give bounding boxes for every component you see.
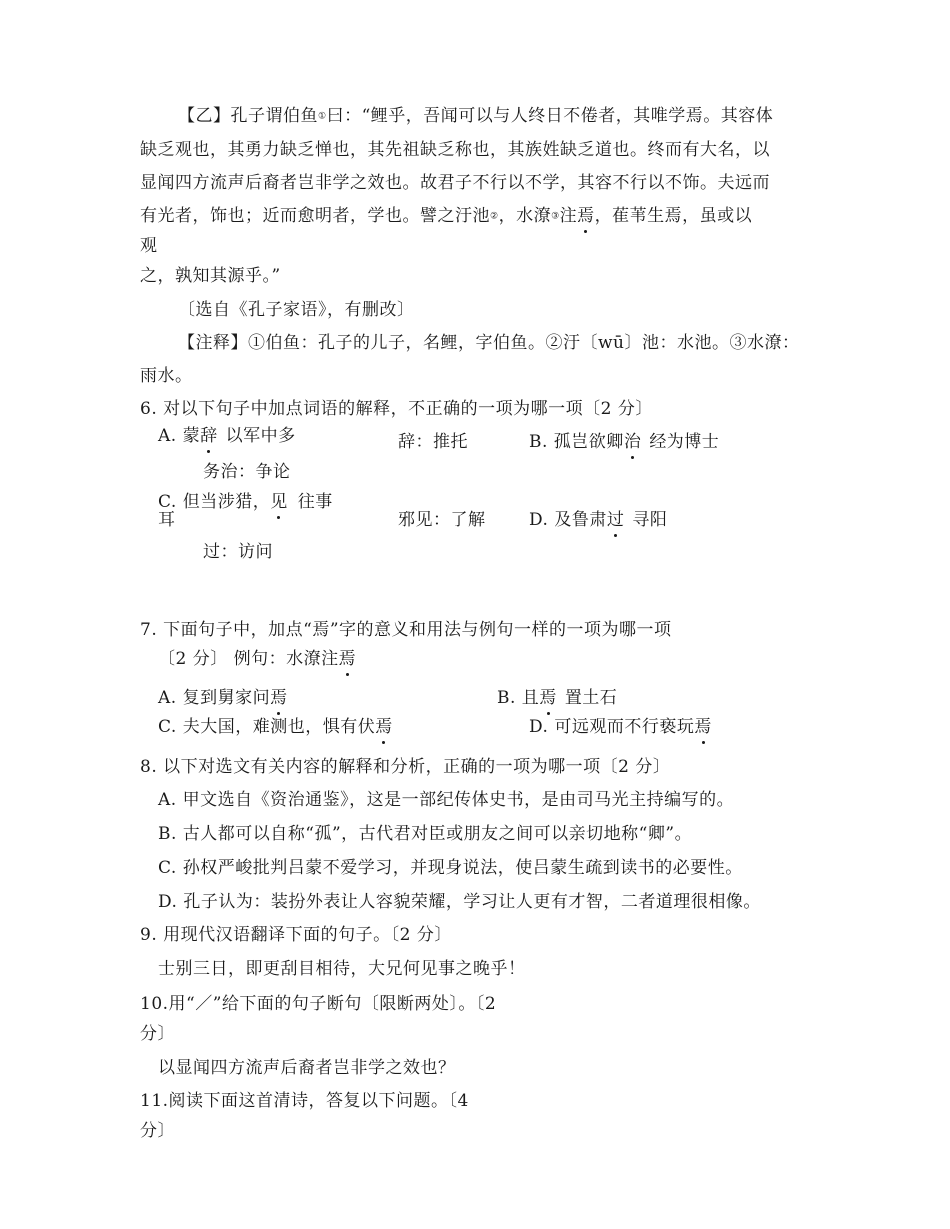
q6-option-c: C. 但当涉猎，见 往事 xyxy=(158,492,333,512)
passage-notes-line-2: 雨水。 xyxy=(140,366,193,386)
q6-option-c-explanation: 邪见：了解 xyxy=(398,510,486,530)
q7-option-b: B. 且焉 置土石 xyxy=(497,688,618,708)
q6-option-a-line-2: 务治：争论 xyxy=(203,462,291,482)
q6-option-b: B. 孤岂欲卿治 经为博士 xyxy=(529,432,720,452)
q7-option-a: A. 复到舅家问焉 xyxy=(158,688,288,708)
q8-option-d: D. 孔子认为：装扮外表让人容貌荣耀，学习让人更有才智，二者道理很相像。 xyxy=(158,892,761,912)
passage-line-5: 观 xyxy=(140,236,158,256)
q9-stem: 9. 用现代汉语翻译下面的句子。〔2 分〕 xyxy=(140,925,452,945)
passage-line-2: 缺乏观也，其勇力缺乏惮也，其先祖缺乏称也，其族姓缺乏道也。终而有大名，以 xyxy=(140,140,770,160)
passage-line-1: 【乙】孔子谓伯鱼①曰：“鲤乎，吾闻可以与人终日不倦者，其唯学焉。其容体 xyxy=(178,106,774,126)
q8-option-c: C. 孙权严峻批判吕蒙不爱学习，并现身说法，使吕蒙生疏到读书的必要性。 xyxy=(158,858,743,878)
q6-stem: 6. 对以下句子中加点词语的解释，不正确的一项为哪一项〔2 分〕 xyxy=(140,399,653,419)
q10-stem: 10.用“／”给下面的句子断句〔限断两处〕。〔2 xyxy=(140,994,497,1014)
q8-option-b: B. 古人都可以自称“孤”，古代君对臣或朋友之间可以亲切地称“卿”。 xyxy=(158,824,693,844)
q7-option-d: D. 可远观而不行亵玩焉 xyxy=(529,717,712,737)
q8-option-a: A. 甲文选自《资治通鉴》，这是一部纪传体史书，是由司马光主持编写的。 xyxy=(158,790,735,810)
q6-option-a-explanation: 辞：推托 xyxy=(398,432,468,452)
passage-line-4: 有光者，饰也；近而愈明者，学也。譬之汙池②，水潦③注焉，萑苇生焉，虽或以 xyxy=(140,206,753,226)
q7-stem: 7. 下面句子中，加点“焉”字的意义和用法与例句一样的一项为哪一项 xyxy=(140,620,672,640)
q6-option-a: A. 蒙辞 以军中多 xyxy=(158,426,296,446)
passage-source: 〔选自《孔子家语》，有删改〕 xyxy=(178,300,415,320)
q11-stem-cont: 分〕 xyxy=(140,1121,175,1141)
passage-notes-line-1: 【注释】①伯鱼：孔子的儿子，名鲤，字伯鱼。②汙〔wū〕池：水池。③水潦： xyxy=(178,333,800,353)
q10-sentence: 以显闻四方流声后裔者岂非学之效也？ xyxy=(158,1058,456,1078)
q6-option-c-er: 耳 xyxy=(158,510,176,530)
emphasis-dot-word: 焉 xyxy=(577,206,595,226)
q8-stem: 8. 以下对选文有关内容的解释和分析，正确的一项为哪一项〔2 分〕 xyxy=(140,757,671,777)
q7-option-c: C. 夫大国，难测也，惧有伏焉 xyxy=(158,717,393,737)
q11-stem: 11.阅读下面这首清诗，答复以下问题。〔4 xyxy=(140,1091,469,1111)
q10-stem-cont: 分〕 xyxy=(140,1024,175,1044)
q9-sentence: 士别三日，即更刮目相待，大兄何见事之晚乎！ xyxy=(158,959,526,979)
q6-option-d-line-2: 过：访问 xyxy=(203,542,273,562)
q6-option-d: D. 及鲁肃过 寻阳 xyxy=(529,510,668,530)
q7-example: 〔2 分〕 例句：水潦注焉 xyxy=(158,649,357,669)
passage-line-6: 之，孰知其源乎。” xyxy=(140,266,281,286)
passage-line-3: 显闻四方流声后裔者岂非学之效也。故君子不行以不学，其容不行以不饰。夫远而 xyxy=(140,173,770,193)
